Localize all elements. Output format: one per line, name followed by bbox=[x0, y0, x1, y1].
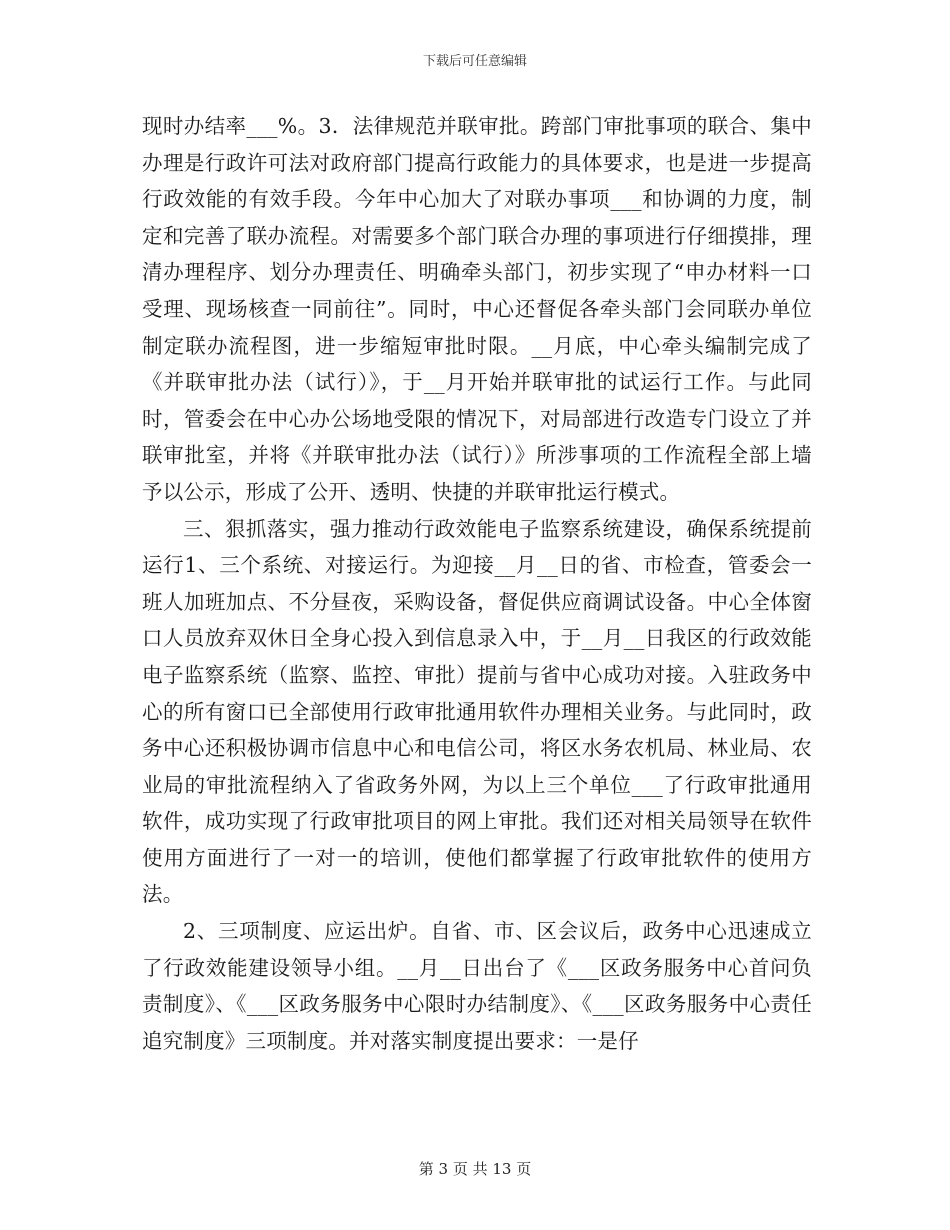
page-footer: 第 3 页 共 13 页 bbox=[418, 1160, 532, 1178]
paragraph-3: 2、三项制度、应运出炉。自省、市、区会议后，政务中心迅速成立了行政效能建设领导小组。__月__日出台了《___区政务服务中心首问负责制度》、《___区政务服务中心限时办结制度》、《___区政务服务中心责任追究制度》三项制度。并对落实制度提出要求：一是仔 bbox=[142, 919, 812, 1053]
document-body bbox=[142, 108, 812, 1059]
paragraph-2: 三、狠抓落实，强力推动行政效能电子监察系统建设，确保系统提前运行1、三个系统、对接运行。为迎接__月__日的省、市检查，管委会一班人加班加点、不分昼夜，采购设备，督促供应商调试设备。中心全体窗口人员放弃双休日全身心投入到信息录入中，于__月__日我区的行政效能电子监察系统（监察、监控、审批）提前与省中心成功对接。入驻政务中心的所有窗口已全部使用行政审批通用软件办理相关业务。与此同时，政务中心还积极协调市信息中心和电信公司，将区水务农机局、林业局、农业局的审批流程纳入了省政务外网，为以上三个单位___了行政审批通用软件，成功实现了行政审批项目的网上审批。我们还对相关局领导在软件使用方面进行了一对一的培训，使他们都掌握了行政审批软件的使用方法。 bbox=[142, 516, 812, 907]
page-header: 下载后可任意编辑 bbox=[422, 54, 527, 69]
paragraph-1: 现时办结率___%。3．法律规范并联审批。跨部门审批事项的联合、集中办理是行政许可法对政府部门提高行政能力的具体要求，也是进一步提高行政效能的有效手段。今年中心加大了对联办事项___和协调的力度，制定和完善了联办流程。对需要多个部门联合办理的事项进行仔细摸排，理清办理程序、划分办理责任、明确牵头部门，初步实现了“申办材料一口受理、现场核查一同前往”。同时，中心还督促各牵头部门会同联办单位制定联办流程图，进一步缩短审批时限。__月底，中心牵头编制完成了《并联审批办法（试行）》，于__月开始并联审批的试运行工作。与此同时，管委会在中心办公场地受限的情况下，对局部进行改造专门设立了并联审批室，并将《并联审批办法（试行）》所涉事项的工作流程全部上墙予以公示，形成了公开、透明、快捷的并联审批运行模式。 bbox=[142, 114, 812, 504]
